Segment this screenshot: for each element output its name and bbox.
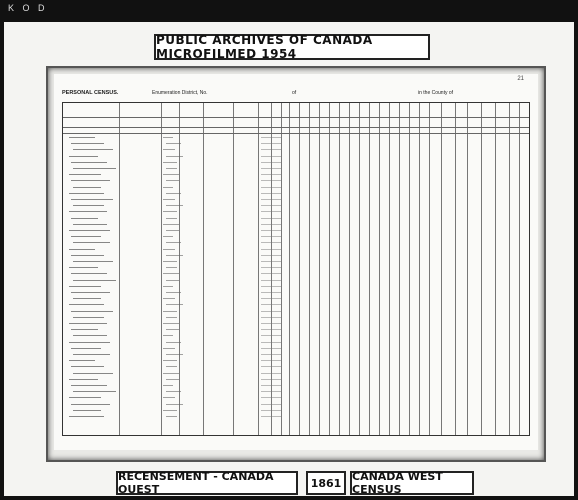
handwritten-place-stroke bbox=[166, 379, 179, 380]
table-column-rule bbox=[481, 103, 482, 435]
handwritten-name-stroke bbox=[73, 224, 107, 225]
table-header-rule bbox=[63, 127, 529, 128]
handwritten-age-stroke bbox=[261, 193, 281, 194]
handwritten-age-stroke bbox=[261, 218, 281, 219]
handwritten-name-stroke bbox=[69, 267, 98, 268]
footer-year: 1861 bbox=[306, 471, 346, 495]
handwritten-place-stroke bbox=[163, 298, 175, 299]
handwritten-place-stroke bbox=[163, 273, 179, 274]
film-code: K O D bbox=[8, 3, 48, 13]
handwritten-age-stroke bbox=[261, 304, 281, 305]
handwritten-name-stroke bbox=[73, 261, 113, 262]
handwritten-place-stroke bbox=[166, 354, 183, 355]
table-column-rule bbox=[339, 103, 340, 435]
handwritten-age-stroke bbox=[261, 205, 281, 206]
handwritten-age-stroke bbox=[261, 143, 281, 144]
table-column-rule bbox=[441, 103, 442, 435]
handwritten-place-stroke bbox=[166, 292, 181, 293]
handwritten-place-stroke bbox=[166, 143, 181, 144]
handwritten-place-stroke bbox=[163, 360, 177, 361]
handwritten-name-stroke bbox=[71, 236, 101, 237]
handwritten-place-stroke bbox=[163, 187, 173, 188]
handwritten-name-stroke bbox=[69, 304, 104, 305]
table-column-rule bbox=[319, 103, 320, 435]
table-column-rule bbox=[161, 103, 162, 435]
handwritten-place-stroke bbox=[166, 342, 181, 343]
handwritten-name-stroke bbox=[71, 348, 101, 349]
handwritten-place-stroke bbox=[166, 304, 183, 305]
handwritten-name-stroke bbox=[69, 286, 101, 287]
handwritten-name-stroke bbox=[73, 391, 116, 392]
handwritten-name-stroke bbox=[71, 329, 98, 330]
handwritten-age-stroke bbox=[261, 397, 281, 398]
handwritten-name-stroke bbox=[73, 410, 101, 411]
handwritten-name-stroke bbox=[73, 354, 110, 355]
handwritten-name-stroke bbox=[73, 242, 110, 243]
table-column-rule bbox=[203, 103, 204, 435]
handwritten-age-stroke bbox=[261, 292, 281, 293]
handwritten-age-stroke bbox=[261, 329, 281, 330]
handwritten-name-stroke bbox=[71, 292, 110, 293]
handwritten-age-stroke bbox=[261, 404, 281, 405]
handwritten-name-stroke bbox=[71, 273, 107, 274]
handwritten-name-stroke bbox=[69, 360, 95, 361]
page-number: 21 bbox=[517, 76, 524, 82]
handwritten-place-stroke bbox=[166, 168, 177, 169]
handwritten-name-stroke bbox=[73, 168, 116, 169]
table-column-rule bbox=[289, 103, 290, 435]
enumeration-label: Enumeration District, No. bbox=[152, 90, 208, 96]
census-page bbox=[46, 66, 546, 462]
handwritten-place-stroke bbox=[166, 255, 183, 256]
handwritten-name-stroke bbox=[71, 199, 113, 200]
handwritten-name-stroke bbox=[73, 335, 107, 336]
handwritten-age-stroke bbox=[261, 385, 281, 386]
handwritten-name-stroke bbox=[73, 187, 101, 188]
handwritten-name-stroke bbox=[69, 174, 101, 175]
handwritten-place-stroke bbox=[166, 242, 181, 243]
handwritten-age-stroke bbox=[261, 137, 281, 138]
handwritten-name-stroke bbox=[71, 385, 107, 386]
table-column-rule bbox=[329, 103, 330, 435]
handwritten-age-stroke bbox=[261, 249, 281, 250]
footer-french: RECENSEMENT - CANADA OUEST bbox=[116, 471, 298, 495]
handwritten-age-stroke bbox=[261, 335, 281, 336]
handwritten-place-stroke bbox=[163, 311, 177, 312]
table-column-rule bbox=[509, 103, 510, 435]
handwritten-place-stroke bbox=[163, 410, 177, 411]
handwritten-age-stroke bbox=[261, 273, 281, 274]
handwritten-place-stroke bbox=[166, 391, 181, 392]
county-label: in the County of bbox=[418, 90, 454, 96]
handwritten-name-stroke bbox=[69, 249, 95, 250]
handwritten-place-stroke bbox=[166, 180, 179, 181]
table-column-rule bbox=[258, 103, 259, 435]
handwritten-age-stroke bbox=[261, 255, 281, 256]
handwritten-age-stroke bbox=[261, 149, 281, 150]
handwritten-place-stroke bbox=[166, 156, 183, 157]
table-header-rule bbox=[63, 117, 529, 118]
handwritten-name-stroke bbox=[73, 280, 116, 281]
handwritten-name-stroke bbox=[69, 379, 98, 380]
handwritten-age-stroke bbox=[261, 168, 281, 169]
handwritten-place-stroke bbox=[163, 149, 175, 150]
handwritten-place-stroke bbox=[166, 230, 179, 231]
footer-english: CANADA WEST CENSUS bbox=[350, 471, 474, 495]
handwritten-age-stroke bbox=[261, 360, 281, 361]
handwritten-place-stroke bbox=[166, 193, 181, 194]
handwritten-place-stroke bbox=[166, 205, 183, 206]
handwritten-age-stroke bbox=[261, 174, 281, 175]
handwritten-age-stroke bbox=[261, 180, 281, 181]
handwritten-place-stroke bbox=[163, 286, 173, 287]
handwritten-name-stroke bbox=[69, 342, 110, 343]
handwritten-name-stroke bbox=[69, 137, 95, 138]
table-column-rule bbox=[409, 103, 410, 435]
handwritten-name-stroke bbox=[69, 156, 98, 157]
archive-banner: PUBLIC ARCHIVES OF CANADA MICROFILMED 1954 bbox=[154, 34, 430, 60]
handwritten-name-stroke bbox=[71, 404, 110, 405]
handwritten-place-stroke bbox=[163, 224, 179, 225]
handwritten-age-stroke bbox=[261, 199, 281, 200]
handwritten-age-stroke bbox=[261, 298, 281, 299]
handwritten-place-stroke bbox=[163, 236, 173, 237]
handwritten-place-stroke bbox=[163, 373, 179, 374]
handwritten-age-stroke bbox=[261, 187, 281, 188]
table-column-rule bbox=[419, 103, 420, 435]
of-label: of bbox=[292, 90, 297, 96]
handwritten-name-stroke bbox=[69, 211, 107, 212]
table-column-rule bbox=[119, 103, 120, 435]
census-sheet bbox=[54, 74, 538, 450]
table-column-rule bbox=[379, 103, 380, 435]
handwritten-place-stroke bbox=[166, 218, 177, 219]
table-column-rule bbox=[389, 103, 390, 435]
handwritten-name-stroke bbox=[73, 373, 113, 374]
table-column-rule bbox=[519, 103, 520, 435]
handwritten-name-stroke bbox=[71, 218, 98, 219]
table-column-rule bbox=[455, 103, 456, 435]
handwritten-age-stroke bbox=[261, 416, 281, 417]
handwritten-place-stroke bbox=[166, 280, 179, 281]
handwritten-place-stroke bbox=[166, 317, 177, 318]
handwritten-place-stroke bbox=[163, 397, 175, 398]
table-column-rule bbox=[349, 103, 350, 435]
handwritten-age-stroke bbox=[261, 224, 281, 225]
handwritten-name-stroke bbox=[71, 255, 104, 256]
handwritten-name-stroke bbox=[71, 311, 113, 312]
handwritten-age-stroke bbox=[261, 162, 281, 163]
handwritten-name-stroke bbox=[71, 180, 110, 181]
census-table bbox=[62, 102, 530, 436]
handwritten-place-stroke bbox=[166, 416, 177, 417]
handwritten-name-stroke bbox=[71, 162, 107, 163]
handwritten-place-stroke bbox=[163, 348, 175, 349]
handwritten-age-stroke bbox=[261, 342, 281, 343]
table-column-rule bbox=[399, 103, 400, 435]
table-column-rule bbox=[467, 103, 468, 435]
handwritten-age-stroke bbox=[261, 317, 281, 318]
handwritten-place-stroke bbox=[163, 385, 173, 386]
table-column-rule bbox=[495, 103, 496, 435]
table-column-rule bbox=[429, 103, 430, 435]
handwritten-place-stroke bbox=[163, 199, 175, 200]
handwritten-place-stroke bbox=[163, 174, 179, 175]
handwritten-age-stroke bbox=[261, 323, 281, 324]
handwritten-place-stroke bbox=[163, 249, 175, 250]
table-column-rule bbox=[179, 103, 180, 435]
handwritten-name-stroke bbox=[73, 317, 104, 318]
handwritten-name-stroke bbox=[73, 298, 101, 299]
handwritten-place-stroke bbox=[166, 404, 183, 405]
handwritten-name-stroke bbox=[69, 230, 110, 231]
handwritten-name-stroke bbox=[69, 397, 101, 398]
handwritten-name-stroke bbox=[71, 143, 104, 144]
handwritten-age-stroke bbox=[261, 379, 281, 380]
handwritten-name-stroke bbox=[69, 193, 104, 194]
handwritten-place-stroke bbox=[163, 211, 177, 212]
handwritten-age-stroke bbox=[261, 366, 281, 367]
handwritten-age-stroke bbox=[261, 373, 281, 374]
handwritten-age-stroke bbox=[261, 242, 281, 243]
handwritten-age-stroke bbox=[261, 156, 281, 157]
table-column-rule bbox=[359, 103, 360, 435]
table-column-rule bbox=[233, 103, 234, 435]
handwritten-place-stroke bbox=[166, 267, 177, 268]
handwritten-name-stroke bbox=[73, 149, 113, 150]
handwritten-name-stroke bbox=[69, 416, 104, 417]
handwritten-age-stroke bbox=[261, 348, 281, 349]
handwritten-place-stroke bbox=[163, 162, 177, 163]
handwritten-age-stroke bbox=[261, 236, 281, 237]
handwritten-place-stroke bbox=[166, 366, 177, 367]
table-header-rule bbox=[63, 133, 529, 134]
handwritten-age-stroke bbox=[261, 280, 281, 281]
handwritten-age-stroke bbox=[261, 286, 281, 287]
handwritten-place-stroke bbox=[163, 335, 173, 336]
census-header bbox=[62, 90, 530, 100]
table-column-rule bbox=[299, 103, 300, 435]
table-column-rule bbox=[281, 103, 282, 435]
handwritten-name-stroke bbox=[73, 205, 104, 206]
handwritten-age-stroke bbox=[261, 311, 281, 312]
handwritten-age-stroke bbox=[261, 261, 281, 262]
handwritten-name-stroke bbox=[69, 323, 107, 324]
table-column-rule bbox=[369, 103, 370, 435]
census-title: PERSONAL CENSUS. bbox=[62, 90, 119, 96]
handwritten-age-stroke bbox=[261, 211, 281, 212]
handwritten-age-stroke bbox=[261, 230, 281, 231]
handwritten-age-stroke bbox=[261, 410, 281, 411]
handwritten-age-stroke bbox=[261, 267, 281, 268]
handwritten-age-stroke bbox=[261, 391, 281, 392]
handwritten-place-stroke bbox=[163, 261, 177, 262]
handwritten-name-stroke bbox=[71, 366, 104, 367]
handwritten-place-stroke bbox=[163, 137, 173, 138]
handwritten-place-stroke bbox=[163, 323, 179, 324]
table-column-rule bbox=[309, 103, 310, 435]
handwritten-age-stroke bbox=[261, 354, 281, 355]
handwritten-place-stroke bbox=[166, 329, 179, 330]
